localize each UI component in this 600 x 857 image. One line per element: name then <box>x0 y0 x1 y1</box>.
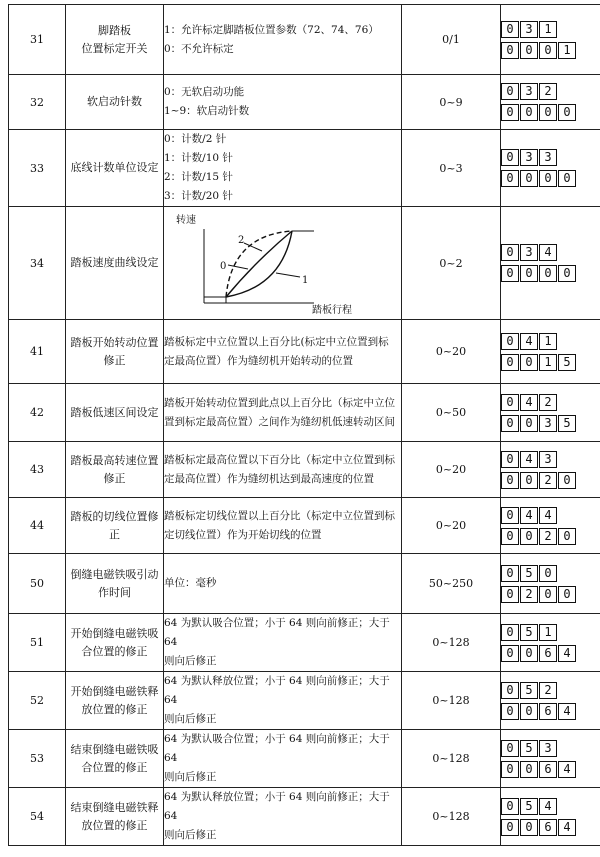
digit-box: 1 <box>539 333 557 350</box>
digit-box: 5 <box>520 740 538 757</box>
digit-box: 4 <box>520 451 538 468</box>
table-row <box>9 130 600 207</box>
code-value-digits <box>501 415 600 432</box>
digit-box: 0 <box>520 354 538 371</box>
display-code <box>501 5 600 75</box>
digit-box: 0 <box>501 798 519 815</box>
param-description <box>164 320 402 384</box>
param-name <box>66 5 164 75</box>
digit-box: 4 <box>539 244 557 261</box>
digit-box: 0 <box>539 42 557 59</box>
digit-box: 0 <box>501 703 519 720</box>
param-name-line: 结束倒缝电磁铁吸 <box>70 742 159 756</box>
digit-box: 0 <box>501 21 519 38</box>
param-description-line: 1~9：软启动针数 <box>164 105 250 117</box>
display-code <box>501 672 600 730</box>
table-row <box>9 384 600 442</box>
curve-label-2: 2 <box>238 234 245 246</box>
param-name <box>66 130 164 207</box>
code-value-digits <box>501 42 600 59</box>
digit-box: 0 <box>539 586 557 603</box>
param-name-line: 软启动针数 <box>87 95 142 108</box>
table-row <box>9 5 600 75</box>
table-row <box>9 75 600 130</box>
digit-box: 3 <box>520 21 538 38</box>
digit-box: 3 <box>539 149 557 166</box>
digit-box: 0 <box>520 265 538 282</box>
digit-box: 5 <box>520 565 538 582</box>
digit-box: 6 <box>539 819 557 836</box>
digit-box: 0 <box>501 415 519 432</box>
digit-box: 3 <box>520 244 538 261</box>
param-name <box>66 672 164 730</box>
param-description-line: 2：计数/15 针 <box>164 171 233 183</box>
table-row <box>9 672 600 730</box>
digit-box: 0 <box>501 244 519 261</box>
display-code-group <box>501 798 600 836</box>
param-description-line: 则向后修正 <box>164 771 217 783</box>
param-number: 42 <box>9 384 66 442</box>
digit-box: 5 <box>558 354 576 371</box>
digit-box: 2 <box>539 472 557 489</box>
digit-box: 2 <box>539 528 557 545</box>
param-description-line: 则向后修正 <box>164 655 217 667</box>
digit-box: 4 <box>558 645 576 662</box>
table-row <box>9 614 600 672</box>
param-name-line: 放位置的修正 <box>81 702 148 716</box>
param-range: 0~9 <box>402 75 501 130</box>
param-name-line: 位置标定开关 <box>81 41 148 55</box>
display-code-group <box>501 507 600 545</box>
digit-box: 0 <box>501 819 519 836</box>
table-row <box>9 207 600 320</box>
digit-box: 4 <box>520 507 538 524</box>
code-value-digits <box>501 645 600 662</box>
code-value-digits <box>501 761 600 778</box>
param-range: 0~2 <box>402 207 501 320</box>
digit-box: 0 <box>539 170 557 187</box>
code-param-digits <box>501 333 600 350</box>
param-number: 44 <box>9 498 66 554</box>
digit-box: 0 <box>520 104 538 121</box>
display-code-group <box>501 394 600 432</box>
param-range: 0~128 <box>402 788 501 846</box>
param-description-line: 单位：毫秒 <box>164 577 217 589</box>
display-code <box>501 207 600 320</box>
digit-box: 0 <box>501 528 519 545</box>
param-description <box>164 672 402 730</box>
code-value-digits <box>501 703 600 720</box>
code-param-digits <box>501 451 600 468</box>
display-code-group <box>501 21 600 59</box>
code-param-digits <box>501 565 600 582</box>
display-code-group <box>501 682 600 720</box>
digit-box: 0 <box>501 586 519 603</box>
param-name-line: 踏板速度曲线设定 <box>70 256 159 269</box>
param-description-line: 64 为默认释放位置；小于 64 则向前修正；大于 64 <box>164 675 390 706</box>
param-description <box>164 788 402 846</box>
digit-box: 0 <box>501 354 519 371</box>
digit-box: 0 <box>539 265 557 282</box>
code-param-digits <box>501 394 600 411</box>
display-code-group <box>501 333 600 371</box>
digit-box: 0 <box>501 682 519 699</box>
param-range: 50~250 <box>402 554 501 614</box>
digit-box: 0 <box>501 104 519 121</box>
digit-box: 0 <box>520 415 538 432</box>
display-code-group <box>501 740 600 778</box>
param-name-line: 正 <box>109 527 120 541</box>
digit-box: 0 <box>501 394 519 411</box>
param-name-line: 踏板开始转动位置 <box>70 335 159 349</box>
param-description <box>164 207 402 320</box>
param-description <box>164 442 402 498</box>
digit-box: 0 <box>501 472 519 489</box>
digit-box: 0 <box>520 761 538 778</box>
digit-box: 1 <box>558 42 576 59</box>
param-description-line: 1：计数/10 针 <box>164 152 233 164</box>
param-description-line: 踏板标定切线位置以上百分比（标定中立位置到标 <box>164 509 395 522</box>
digit-box: 4 <box>520 394 538 411</box>
digit-box: 0 <box>520 703 538 720</box>
param-description-line: 1：允许标定脚踏板位置参数（72、74、76） <box>164 23 379 36</box>
digit-box: 3 <box>539 740 557 757</box>
digit-box: 0 <box>501 83 519 100</box>
display-code <box>501 614 600 672</box>
param-number: 32 <box>9 75 66 130</box>
digit-box: 0 <box>501 333 519 350</box>
param-description-line: 踏板标定最高位置以下百分比（标定中立位置到标 <box>164 453 395 466</box>
digit-box: 0 <box>520 528 538 545</box>
digit-box: 2 <box>539 682 557 699</box>
digit-box: 3 <box>520 149 538 166</box>
display-code-group <box>501 149 600 187</box>
digit-box: 0 <box>501 565 519 582</box>
param-description-line: 0：计数/2 针 <box>164 133 227 145</box>
display-code <box>501 384 600 442</box>
digit-box: 0 <box>520 170 538 187</box>
digit-box: 0 <box>558 104 576 121</box>
digit-box: 0 <box>539 104 557 121</box>
param-description <box>164 554 402 614</box>
param-number: 52 <box>9 672 66 730</box>
digit-box: 2 <box>539 83 557 100</box>
code-param-digits <box>501 682 600 699</box>
param-number: 53 <box>9 730 66 788</box>
curve-label-1: 1 <box>302 274 309 286</box>
digit-box: 0 <box>558 472 576 489</box>
digit-box: 0 <box>520 472 538 489</box>
digit-box: 4 <box>558 819 576 836</box>
param-name-line: 踏板低速区间设定 <box>70 405 159 419</box>
param-number: 43 <box>9 442 66 498</box>
param-number: 41 <box>9 320 66 384</box>
parameter-table <box>8 4 600 846</box>
param-name-line: 作时间 <box>98 585 131 599</box>
param-range: 0~128 <box>402 614 501 672</box>
display-code <box>501 498 600 554</box>
display-code <box>501 75 600 130</box>
display-code-group <box>501 565 600 603</box>
display-code <box>501 130 600 207</box>
display-code <box>501 788 600 846</box>
leader-1 <box>276 273 300 277</box>
digit-box: 1 <box>539 21 557 38</box>
table-row <box>9 730 600 788</box>
param-number: 50 <box>9 554 66 614</box>
param-range: 0~20 <box>402 442 501 498</box>
param-description-line: 踏板开始转动位置到此点以上百分比（标定中立位 <box>164 396 395 409</box>
digit-box: 0 <box>501 645 519 662</box>
param-name <box>66 614 164 672</box>
table-row <box>9 442 600 498</box>
code-value-digits <box>501 586 600 603</box>
param-name-line: 踏板最高转速位置 <box>70 453 159 467</box>
param-name <box>66 498 164 554</box>
digit-box: 4 <box>539 507 557 524</box>
digit-box: 5 <box>520 682 538 699</box>
digit-box: 3 <box>539 451 557 468</box>
param-range: 0~50 <box>402 384 501 442</box>
param-description <box>164 730 402 788</box>
code-param-digits <box>501 740 600 757</box>
digit-box: 2 <box>539 394 557 411</box>
code-value-digits <box>501 528 600 545</box>
digit-box: 5 <box>520 624 538 641</box>
curve-2 <box>226 231 292 297</box>
digit-box: 6 <box>539 761 557 778</box>
digit-box: 0 <box>539 565 557 582</box>
table-row <box>9 498 600 554</box>
param-description-line: 64 为默认释放位置；小于 64 则向前修正；大于 64 <box>164 791 390 822</box>
param-description-line: 则向后修正 <box>164 829 217 841</box>
param-description <box>164 498 402 554</box>
param-name <box>66 554 164 614</box>
code-param-digits <box>501 21 600 38</box>
param-description <box>164 75 402 130</box>
param-name-line: 底线计数单位设定 <box>70 161 159 174</box>
leader-2 <box>244 243 262 251</box>
param-description-line: 64 为默认吸合位置；小于 64 则向前修正；大于 64 <box>164 733 390 764</box>
param-description <box>164 130 402 207</box>
parameter-table-body <box>9 5 600 846</box>
digit-box: 6 <box>539 703 557 720</box>
digit-box: 0 <box>501 170 519 187</box>
code-param-digits <box>501 798 600 815</box>
param-name <box>66 384 164 442</box>
curve-1 <box>226 231 292 297</box>
param-description <box>164 614 402 672</box>
digit-box: 0 <box>520 819 538 836</box>
param-range: 0~20 <box>402 498 501 554</box>
digit-box: 0 <box>558 170 576 187</box>
param-range: 0~128 <box>402 672 501 730</box>
digit-box: 0 <box>558 586 576 603</box>
param-name-line: 踏板的切线位置修 <box>70 509 159 523</box>
display-code <box>501 730 600 788</box>
param-name-line: 放位置的修正 <box>81 818 148 832</box>
digit-box: 0 <box>501 507 519 524</box>
code-param-digits <box>501 624 600 641</box>
param-number: 54 <box>9 788 66 846</box>
param-range: 0~128 <box>402 730 501 788</box>
digit-box: 0 <box>501 740 519 757</box>
display-code-group <box>501 244 600 282</box>
code-value-digits <box>501 170 600 187</box>
code-value-digits <box>501 265 600 282</box>
param-name <box>66 207 164 320</box>
speed-curve-chart <box>164 211 389 316</box>
param-description <box>164 384 402 442</box>
digit-box: 5 <box>558 415 576 432</box>
display-code-group <box>501 624 600 662</box>
param-name <box>66 788 164 846</box>
digit-box: 0 <box>558 528 576 545</box>
param-name-line: 合位置的修正 <box>81 760 148 774</box>
param-number: 33 <box>9 130 66 207</box>
code-value-digits <box>501 819 600 836</box>
table-row <box>9 554 600 614</box>
digit-box: 0 <box>558 265 576 282</box>
param-description-line: 定切线位置）作为开始切线的位置 <box>164 528 322 541</box>
param-description-line: 64 为默认吸合位置；小于 64 则向前修正；大于 64 <box>164 617 390 648</box>
param-description-line: 则向后修正 <box>164 713 217 725</box>
digit-box: 0 <box>501 624 519 641</box>
param-description <box>164 5 402 75</box>
param-name-line: 合位置的修正 <box>81 644 148 658</box>
param-description-line: 0：不允许标定 <box>164 42 234 55</box>
param-number: 34 <box>9 207 66 320</box>
digit-box: 0 <box>520 645 538 662</box>
param-name-line: 倒缝电磁铁吸引动 <box>70 567 159 581</box>
param-description-line: 踏板标定中立位置以上百分比(标定中立位置到标 <box>164 335 389 348</box>
param-range: 0~3 <box>402 130 501 207</box>
param-name-line: 脚踏板 <box>98 23 131 37</box>
display-code <box>501 554 600 614</box>
table-row <box>9 788 600 846</box>
param-name-line: 结束倒缝电磁铁释 <box>70 800 159 814</box>
digit-box: 5 <box>520 798 538 815</box>
param-number: 51 <box>9 614 66 672</box>
digit-box: 0 <box>501 451 519 468</box>
digit-box: 0 <box>501 42 519 59</box>
chart-ylabel: 转速 <box>176 214 196 226</box>
param-range: 0/1 <box>402 5 501 75</box>
digit-box: 6 <box>539 645 557 662</box>
display-code-group <box>501 451 600 489</box>
digit-box: 3 <box>539 415 557 432</box>
code-value-digits <box>501 104 600 121</box>
param-name-line: 开始倒缝电磁铁释 <box>70 684 159 698</box>
digit-box: 0 <box>501 761 519 778</box>
code-param-digits <box>501 149 600 166</box>
param-name <box>66 730 164 788</box>
param-name-line: 修正 <box>103 353 126 367</box>
chart-xlabel: 踏板行程 <box>312 304 352 316</box>
param-description-line: 定最高位置）作为缝纫机达到最高速度的位置 <box>164 472 374 485</box>
digit-box: 0 <box>501 149 519 166</box>
digit-box: 1 <box>539 624 557 641</box>
curve-label-0: 0 <box>220 260 227 272</box>
leader-0 <box>228 265 248 269</box>
digit-box: 0 <box>520 42 538 59</box>
param-name <box>66 320 164 384</box>
digit-box: 0 <box>501 265 519 282</box>
digit-box: 4 <box>520 333 538 350</box>
code-value-digits <box>501 354 600 371</box>
param-name-line: 修正 <box>103 471 126 485</box>
digit-box: 4 <box>558 761 576 778</box>
code-param-digits <box>501 83 600 100</box>
digit-box: 1 <box>539 354 557 371</box>
param-range: 0~20 <box>402 320 501 384</box>
digit-box: 2 <box>520 586 538 603</box>
param-number: 31 <box>9 5 66 75</box>
code-value-digits <box>501 472 600 489</box>
idle-step <box>204 297 226 303</box>
param-description-line: 3：计数/20 针 <box>164 190 233 202</box>
param-name <box>66 75 164 130</box>
curve-0 <box>226 231 292 297</box>
code-param-digits <box>501 507 600 524</box>
display-code-group <box>501 83 600 121</box>
param-name <box>66 442 164 498</box>
param-description-line: 定最高位置）作为缝纫机开始转动的位置 <box>164 354 353 367</box>
code-param-digits <box>501 244 600 261</box>
param-name-line: 开始倒缝电磁铁吸 <box>70 626 159 640</box>
digit-box: 4 <box>539 798 557 815</box>
digit-box: 4 <box>558 703 576 720</box>
digit-box: 3 <box>520 83 538 100</box>
display-code <box>501 320 600 384</box>
table-row <box>9 320 600 384</box>
display-code <box>501 442 600 498</box>
param-description-line: 0：无软启动功能 <box>164 86 245 98</box>
speed-curve-svg <box>164 211 389 316</box>
param-description-line: 置到标定最高位置）之间作为缝纫机低速转动区间 <box>164 415 395 428</box>
